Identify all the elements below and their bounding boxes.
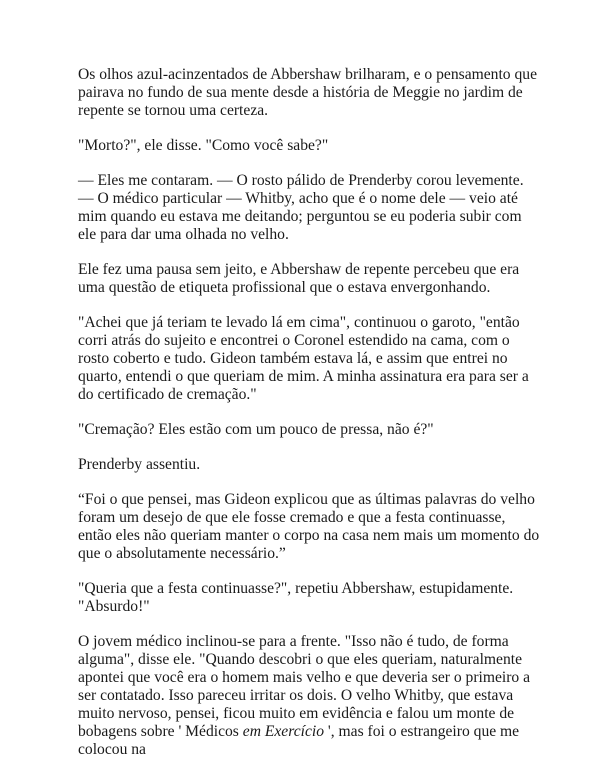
text-segment: O jovem médico inclinou-se para a frente. "Isso não é tudo, de forma alguma", disse ele. "Quando descobri o que eles queriam, naturalmente apontei que você era o homem mais velho e que deveria ser o primeiro a ser contatado. Isso pareceu irritar os dois. O velho Whitby, que estava muito nervoso, pensei, ficou muito em evidência e falou um monte de bobagens sobre ' Médicos <box>78 633 531 740</box>
paragraph: — Eles me contaram. — O rosto pálido de Prenderby corou levemente. — O médico particular — Whitby, acho que é o nome dele — veio até mim quando eu estava me deitando; perguntou se eu poderia subir com ele para dar uma olhada no velho. <box>78 172 524 243</box>
paragraph: “Foi o que pensei, mas Gideon explicou que as últimas palavras do velho foram um desejo de que ele fosse cremado e que a festa continuasse, então eles não queriam manter o corpo na casa nem mais um momento do que o absolutamente necessário.” <box>78 491 540 562</box>
paragraph: "Achei que já teriam te levado lá em cima", continuou o garoto, "então corri atrás do sujeito e encontrei o Coronel estendido na cama, com o rosto coberto e tudo. Gideon também estava lá, e assim que entrei no quarto, entendi o que queriam de mim. A minha assinatura era para ser a do certificado de cremação." <box>78 314 529 403</box>
paragraph: "Morto?", ele disse. "Como você sabe?" <box>78 137 329 154</box>
paragraph: "Queria que a festa continuasse?", repetiu Abbershaw, estupidamente. "Absurdo!" <box>78 580 514 615</box>
paragraph: "Cremação? Eles estão com um pouco de pressa, não é?" <box>78 421 434 438</box>
paragraph: Prenderby assentiu. <box>78 456 201 473</box>
text-segment: ', mas foi o estrangeiro que me colocou na <box>78 723 520 758</box>
paragraph: Os olhos azul-acinzentados de Abbershaw brilharam, e o pensamento que pairava no fundo de sua mente desde a história de Meggie no jardim de repente se tornou uma certeza. <box>78 66 538 119</box>
document-page <box>78 66 540 759</box>
paragraph-last <box>78 633 540 759</box>
italic-text: em Exercício <box>242 723 325 740</box>
paragraph: Ele fez uma pausa sem jeito, e Abbershaw de repente percebeu que era uma questão de etiqueta profissional que o estava envergonhando. <box>78 261 520 296</box>
